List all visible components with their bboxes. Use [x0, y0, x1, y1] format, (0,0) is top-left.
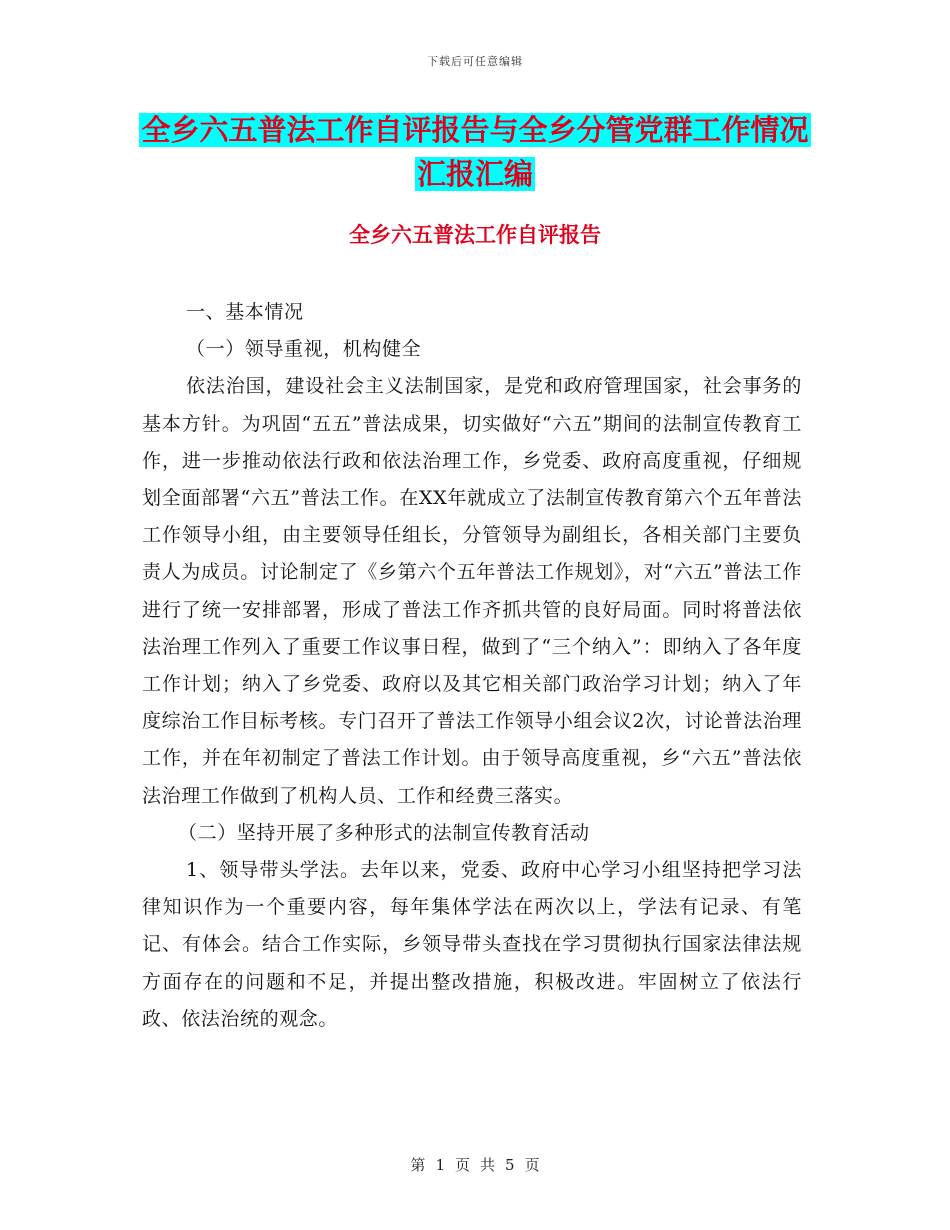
footer-page-number: 1 [435, 1156, 445, 1174]
heading-education-activities: （二）坚持开展了多种形式的法制宣传教育活动 [178, 821, 590, 844]
document-title-text-1: 全乡六五普法工作自评报告与全乡分管党群工作情况 [141, 113, 809, 147]
header-note: 下载后可任意编辑 [427, 55, 523, 68]
footer-total-pages: 5 [505, 1156, 515, 1174]
paragraph-leadership: 依法治国，建设社会主义法制国家，是党和政府管理国家，社会事务的基本方针。为巩固“五五”普法成果，切实做好“六五”期间的法制宣传教育工作，进一步推动依法行政和依法治理工作，乡党委、政府高度重视，仔细规划全面部署“六五”普法工作。在XX年就成立了法制宣传教育第六个五年普法工作领导小组，由主要领导任组长，分管领导为副组长，各相关部门主要负责人为成员。讨论制定了《乡第六个五年普法工作规划》，对“六五”普法工作进行了统一安排部署，形成了普法工作齐抓共管的良好局面。同时将普法依法治理工作列入了重要工作议事日程，做到了“三个纳入”：即纳入了各年度工作计划；纳入了乡党委、政府以及其它相关部门政治学习计划；纳入了年度综治工作目标考核。专门召开了普法工作领导小组会议2次，讨论普法治理工作，并在年初制定了普法工作计划。由于领导高度重视，乡“六五”普法依法治理工作做到了机构人员、工作和经费三落实。 [142, 375, 802, 807]
footer-page-prefix: 第 [410, 1156, 426, 1174]
heading-leadership: （一）领导重视，机构健全 [186, 338, 422, 361]
footer-page-mid: 页 [454, 1156, 470, 1174]
section-title: 全乡六五普法工作自评报告 [349, 223, 601, 247]
footer-total-suffix: 页 [524, 1156, 540, 1174]
heading-basic-situation: 一、基本情况 [186, 301, 304, 323]
document-body [142, 294, 802, 1038]
page-footer [0, 1154, 950, 1175]
document-title-line-1 [0, 110, 950, 150]
footer-total-prefix: 共 [480, 1156, 496, 1174]
paragraph-leaders-study: 1、领导带头学法。去年以来，党委、政府中心学习小组坚持把学习法律知识作为一个重要内容，每年集体学法在两次以上，学法有记录、有笔记、有体会。结合工作实际，乡领导带头查找在学习贯彻执行国家法律法规方面存在的问题和不足，并提出整改措施，积极改进。牢固树立了依法行政、依法治统的观念。 [142, 859, 802, 1030]
document-title-line-2 [0, 154, 950, 194]
document-title-text-2: 汇报汇编 [416, 157, 533, 191]
